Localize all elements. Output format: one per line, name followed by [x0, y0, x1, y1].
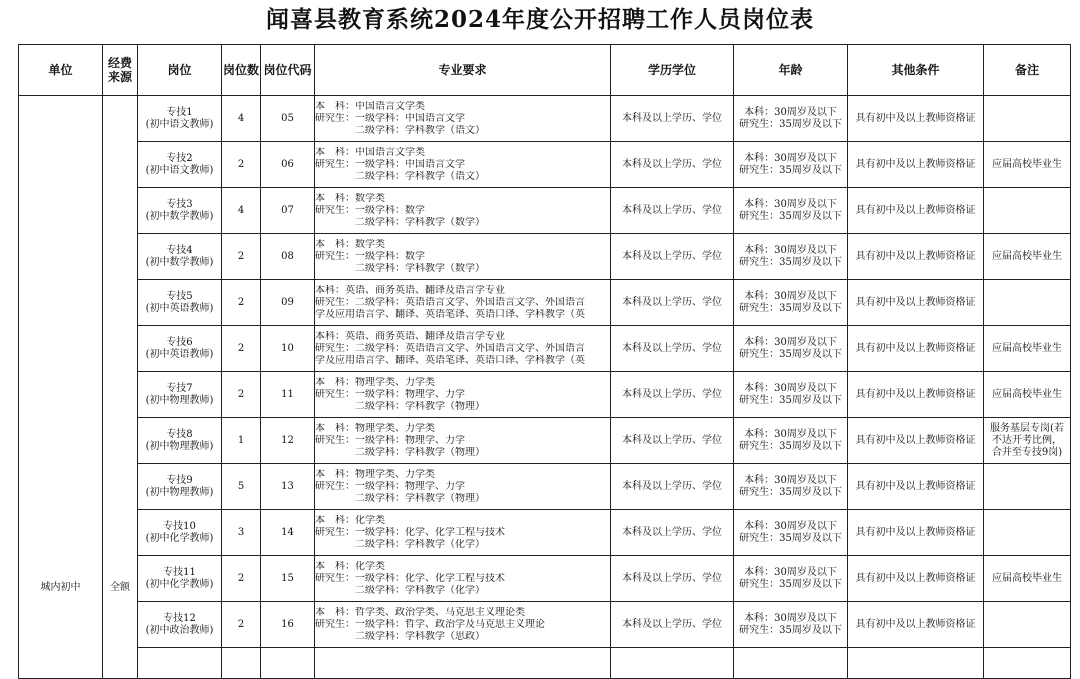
table-row [19, 142, 1071, 188]
header-post: 岗位 [138, 45, 222, 96]
other-cell: 具有初中及以上教师资格证 [848, 142, 984, 188]
note-cell [984, 326, 1071, 372]
age-line: 本科：30周岁及以下 [744, 612, 837, 624]
age-line: 研究生：35周岁及以下 [739, 118, 842, 130]
age-cell [734, 510, 848, 556]
post-line: (初中物理教师) [145, 440, 214, 452]
age-line: 本科：30周岁及以下 [744, 474, 837, 486]
post-line: (初中政治教师) [145, 624, 214, 636]
post-cell [138, 280, 222, 326]
age-cell [734, 602, 848, 648]
major-line: 研究生：一级学科：数学 [315, 250, 425, 262]
table-row [19, 280, 1071, 326]
major-line: 本 科：物理学类、力学类 [315, 422, 435, 434]
age-line: 研究生：35周岁及以下 [739, 164, 842, 176]
age-line: 本科：30周岁及以下 [744, 520, 837, 532]
note-cell [984, 188, 1071, 234]
major-line: 二级学科：学科教学（数学） [315, 216, 485, 228]
age-cell [734, 418, 848, 464]
table-row-continued [19, 648, 1071, 679]
code-cell: 15 [261, 556, 315, 602]
education-cell: 本科及以上学历、学位 [611, 602, 734, 648]
age-cell [734, 280, 848, 326]
major-cell [315, 602, 611, 648]
funding-cell: 全额 [103, 96, 138, 679]
header-major: 专业要求 [315, 45, 611, 96]
empty-cell [848, 648, 984, 679]
major-line: 学及应用语言学、翻译、英语笔译、英语口译、学科教学（英 [315, 308, 585, 320]
post-cell [138, 326, 222, 372]
major-cell [315, 326, 611, 372]
note-cell [984, 464, 1071, 510]
header-funding-line: 来源 [107, 70, 132, 84]
age-line: 本科：30周岁及以下 [744, 336, 837, 348]
note-line: 合并至专技9岗) [991, 446, 1063, 458]
other-cell: 具有初中及以上教师资格证 [848, 96, 984, 142]
count-cell: 3 [222, 510, 261, 556]
empty-cell [611, 648, 734, 679]
major-cell [315, 234, 611, 280]
table-row [19, 96, 1071, 142]
major-cell [315, 96, 611, 142]
age-line: 研究生：35周岁及以下 [739, 486, 842, 498]
table-row [19, 372, 1071, 418]
note-line: 应届高校毕业生 [992, 388, 1062, 400]
post-line: 专技9 [166, 474, 193, 486]
education-cell: 本科及以上学历、学位 [611, 188, 734, 234]
code-cell: 11 [261, 372, 315, 418]
note-cell [984, 280, 1071, 326]
header-education: 学历学位 [611, 45, 734, 96]
table-row [19, 510, 1071, 556]
other-cell: 具有初中及以上教师资格证 [848, 326, 984, 372]
age-cell [734, 372, 848, 418]
note-line: 应届高校毕业生 [992, 572, 1062, 584]
major-line: 本 科：哲学类、政治学类、马克思主义理论类 [315, 606, 525, 618]
age-line: 研究生：35周岁及以下 [739, 348, 842, 360]
age-cell [734, 234, 848, 280]
major-cell [315, 280, 611, 326]
post-line: (初中语文教师) [145, 164, 214, 176]
count-cell: 2 [222, 280, 261, 326]
age-cell [734, 96, 848, 142]
post-line: 专技12 [163, 612, 196, 624]
other-cell: 具有初中及以上教师资格证 [848, 188, 984, 234]
post-line: 专技3 [166, 198, 193, 210]
header-code: 岗位代码 [261, 45, 315, 96]
major-line: 二级学科：学科教学（化学） [315, 538, 485, 550]
age-line: 本科：30周岁及以下 [744, 382, 837, 394]
header-funding [103, 45, 138, 96]
education-cell: 本科及以上学历、学位 [611, 326, 734, 372]
note-cell [984, 602, 1071, 648]
post-line: 专技1 [166, 106, 193, 118]
note-cell [984, 418, 1071, 464]
other-cell: 具有初中及以上教师资格证 [848, 464, 984, 510]
empty-cell [138, 648, 222, 679]
age-line: 研究生：35周岁及以下 [739, 440, 842, 452]
post-line: (初中语文教师) [145, 118, 214, 130]
major-cell [315, 372, 611, 418]
empty-cell [222, 648, 261, 679]
age-cell [734, 188, 848, 234]
major-line: 二级学科：学科教学（数学） [315, 262, 485, 274]
header-count: 岗位数 [222, 45, 261, 96]
code-cell: 08 [261, 234, 315, 280]
note-cell [984, 142, 1071, 188]
major-line: 研究生：一级学科：物理学、力学 [315, 434, 465, 446]
header-unit: 单位 [19, 45, 103, 96]
age-line: 本科：30周岁及以下 [744, 106, 837, 118]
age-line: 研究生：35周岁及以下 [739, 532, 842, 544]
note-cell [984, 234, 1071, 280]
post-line: (初中数学教师) [145, 256, 214, 268]
other-cell: 具有初中及以上教师资格证 [848, 280, 984, 326]
post-line: (初中物理教师) [145, 394, 214, 406]
major-cell [315, 188, 611, 234]
major-line: 二级学科：学科教学（物理） [315, 400, 485, 412]
note-line: 应届高校毕业生 [992, 342, 1062, 354]
code-cell: 09 [261, 280, 315, 326]
empty-cell [984, 648, 1071, 679]
position-table [18, 44, 1071, 679]
major-cell [315, 142, 611, 188]
other-cell: 具有初中及以上教师资格证 [848, 602, 984, 648]
code-cell: 16 [261, 602, 315, 648]
empty-cell [315, 648, 611, 679]
major-line: 二级学科：学科教学（思政） [315, 630, 485, 642]
major-line: 本 科：物理学类、力学类 [315, 468, 435, 480]
age-line: 研究生：35周岁及以下 [739, 302, 842, 314]
education-cell: 本科及以上学历、学位 [611, 510, 734, 556]
major-cell [315, 464, 611, 510]
other-cell: 具有初中及以上教师资格证 [848, 234, 984, 280]
code-cell: 05 [261, 96, 315, 142]
age-line: 研究生：35周岁及以下 [739, 210, 842, 222]
note-cell [984, 510, 1071, 556]
other-cell: 具有初中及以上教师资格证 [848, 372, 984, 418]
count-cell: 2 [222, 602, 261, 648]
table-row [19, 326, 1071, 372]
post-line: (初中英语教师) [145, 348, 214, 360]
education-cell: 本科及以上学历、学位 [611, 280, 734, 326]
age-line: 本科：30周岁及以下 [744, 198, 837, 210]
post-cell [138, 96, 222, 142]
count-cell: 2 [222, 234, 261, 280]
major-line: 研究生：一级学科：化学、化学工程与技术 [315, 572, 505, 584]
count-cell: 2 [222, 142, 261, 188]
age-cell [734, 142, 848, 188]
major-line: 本科：英语、商务英语、翻译及语言学专业 [315, 330, 505, 342]
empty-cell [261, 648, 315, 679]
count-cell: 1 [222, 418, 261, 464]
count-cell: 2 [222, 326, 261, 372]
education-cell: 本科及以上学历、学位 [611, 556, 734, 602]
code-cell: 07 [261, 188, 315, 234]
other-cell: 具有初中及以上教师资格证 [848, 510, 984, 556]
post-line: (初中英语教师) [145, 302, 214, 314]
post-cell [138, 464, 222, 510]
post-line: 专技6 [166, 336, 193, 348]
major-cell [315, 510, 611, 556]
major-line: 二级学科：学科教学（物理） [315, 492, 485, 504]
education-cell: 本科及以上学历、学位 [611, 418, 734, 464]
note-line: 服务基层专岗(若 [990, 422, 1064, 434]
major-cell [315, 556, 611, 602]
major-cell [315, 418, 611, 464]
age-line: 研究生：35周岁及以下 [739, 624, 842, 636]
age-line: 研究生：35周岁及以下 [739, 578, 842, 590]
major-line: 本 科：数学类 [315, 238, 385, 250]
code-cell: 13 [261, 464, 315, 510]
major-line: 本 科：数学类 [315, 192, 385, 204]
major-line: 研究生：一级学科：中国语言文学 [315, 158, 465, 170]
age-line: 本科：30周岁及以下 [744, 566, 837, 578]
age-line: 本科：30周岁及以下 [744, 152, 837, 164]
header-row [19, 45, 1071, 96]
post-line: 专技5 [166, 290, 193, 302]
age-line: 本科：30周岁及以下 [744, 428, 837, 440]
count-cell: 2 [222, 556, 261, 602]
major-line: 研究生：一级学科：哲学、政治学及马克思主义理论 [315, 618, 545, 630]
table-row [19, 602, 1071, 648]
major-line: 本 科：化学类 [315, 560, 385, 572]
major-line: 本 科：中国语言文学类 [315, 100, 425, 112]
major-line: 研究生：一级学科：物理学、力学 [315, 480, 465, 492]
education-cell: 本科及以上学历、学位 [611, 142, 734, 188]
post-cell [138, 372, 222, 418]
post-line: (初中化学教师) [145, 578, 214, 590]
post-line: 专技4 [166, 244, 193, 256]
count-cell: 4 [222, 96, 261, 142]
major-line: 本科：英语、商务英语、翻译及语言学专业 [315, 284, 505, 296]
code-cell: 06 [261, 142, 315, 188]
unit-cell: 城内初中 [19, 96, 103, 679]
major-line: 研究生：一级学科：物理学、力学 [315, 388, 465, 400]
header-other: 其他条件 [848, 45, 984, 96]
major-line: 二级学科：学科教学（物理） [315, 446, 485, 458]
post-cell [138, 234, 222, 280]
header-note: 备注 [984, 45, 1071, 96]
post-cell [138, 556, 222, 602]
major-line: 本 科：物理学类、力学类 [315, 376, 435, 388]
note-line: 应届高校毕业生 [992, 250, 1062, 262]
code-cell: 12 [261, 418, 315, 464]
education-cell: 本科及以上学历、学位 [611, 464, 734, 510]
age-line: 本科：30周岁及以下 [744, 290, 837, 302]
post-line: (初中数学教师) [145, 210, 214, 222]
age-cell [734, 326, 848, 372]
age-line: 本科：30周岁及以下 [744, 244, 837, 256]
post-line: 专技10 [163, 520, 196, 532]
note-line: 应届高校毕业生 [992, 158, 1062, 170]
empty-cell [734, 648, 848, 679]
major-line: 研究生：二级学科：英语语言文学、外国语言文学、外国语言 [315, 342, 585, 354]
age-line: 研究生：35周岁及以下 [739, 256, 842, 268]
post-line: 专技7 [166, 382, 193, 394]
major-line: 研究生：一级学科：数学 [315, 204, 425, 216]
age-line: 研究生：35周岁及以下 [739, 394, 842, 406]
post-cell [138, 602, 222, 648]
header-funding-line: 经费 [107, 56, 132, 70]
education-cell: 本科及以上学历、学位 [611, 372, 734, 418]
post-line: (初中物理教师) [145, 486, 214, 498]
education-cell: 本科及以上学历、学位 [611, 96, 734, 142]
major-line: 二级学科：学科教学（语文） [315, 124, 485, 136]
header-age: 年龄 [734, 45, 848, 96]
note-cell [984, 372, 1071, 418]
code-cell: 10 [261, 326, 315, 372]
major-line: 本 科：化学类 [315, 514, 385, 526]
other-cell: 具有初中及以上教师资格证 [848, 418, 984, 464]
count-cell: 4 [222, 188, 261, 234]
table-row [19, 234, 1071, 280]
major-line: 二级学科：学科教学（化学） [315, 584, 485, 596]
note-line: 不达开考比例， [992, 434, 1062, 446]
count-cell: 5 [222, 464, 261, 510]
age-cell [734, 556, 848, 602]
table-row [19, 188, 1071, 234]
code-cell: 14 [261, 510, 315, 556]
table-row [19, 556, 1071, 602]
table-row [19, 418, 1071, 464]
age-cell [734, 464, 848, 510]
major-line: 研究生：二级学科：英语语言文学、外国语言文学、外国语言 [315, 296, 585, 308]
note-cell [984, 96, 1071, 142]
post-line: 专技2 [166, 152, 193, 164]
count-cell: 2 [222, 372, 261, 418]
major-line: 二级学科：学科教学（语文） [315, 170, 485, 182]
post-cell [138, 188, 222, 234]
post-line: (初中化学教师) [145, 532, 214, 544]
major-line: 研究生：一级学科：化学、化学工程与技术 [315, 526, 505, 538]
table-row [19, 464, 1071, 510]
note-cell [984, 556, 1071, 602]
post-line: 专技11 [163, 566, 196, 578]
major-line: 本 科：中国语言文学类 [315, 146, 425, 158]
post-cell [138, 510, 222, 556]
post-cell [138, 418, 222, 464]
page-title: 闻喜县教育系统2024年度公开招聘工作人员岗位表 [265, 6, 814, 33]
post-cell [138, 142, 222, 188]
major-line: 学及应用语言学、翻译、英语笔译、英语口译、学科教学（英 [315, 354, 585, 366]
post-line: 专技8 [166, 428, 193, 440]
education-cell: 本科及以上学历、学位 [611, 234, 734, 280]
other-cell: 具有初中及以上教师资格证 [848, 556, 984, 602]
major-line: 研究生：一级学科：中国语言文学 [315, 112, 465, 124]
